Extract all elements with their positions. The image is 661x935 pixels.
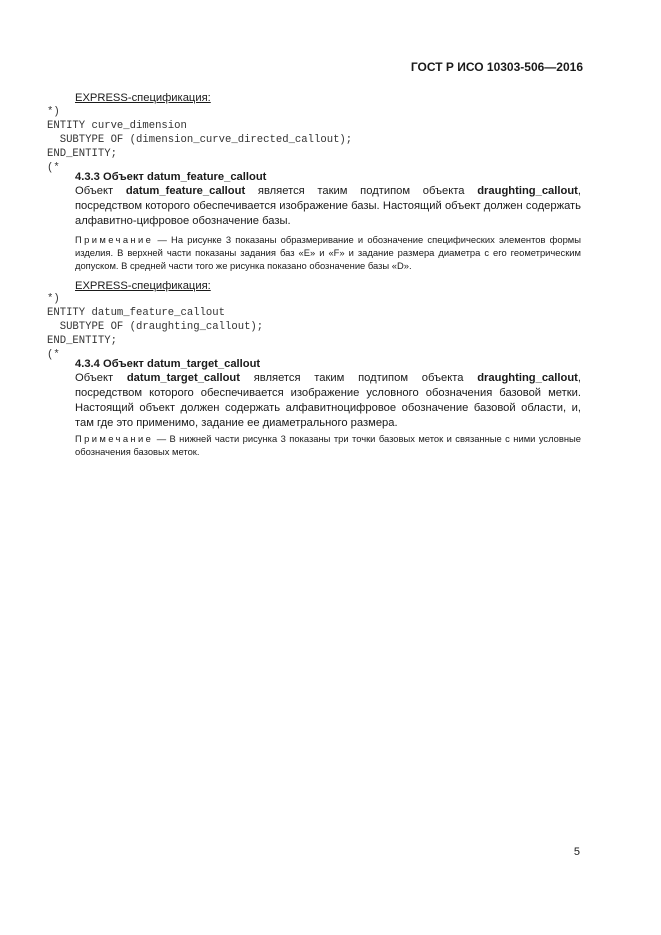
- code-line: ENTITY curve_dimension: [47, 120, 187, 132]
- note: Примечание — В нижней части рисунка 3 показаны три точки базовых меток и связанные с ними условные обозначения базовых меток.: [75, 433, 581, 457]
- section-heading: 4.3.4 Объект datum_target_callout: [75, 358, 261, 370]
- code-line: *): [47, 293, 60, 305]
- express-spec-label: EXPRESS-спецификация:: [75, 92, 211, 104]
- document-standard-number: ГОСТ Р ИСО 10303-506—2016: [410, 60, 583, 74]
- code-line: END_ENTITY;: [47, 335, 117, 347]
- code-line: SUBTYPE OF (draughting_callout);: [47, 321, 264, 333]
- section-paragraph: Объект datum_feature_callout является таким подтипом объекта draughting_callout, посредством которого обеспечивается изображение базы. Настоящий объект должен содержать алфавитно-цифровое обозначение базы.: [75, 185, 581, 227]
- code-line: *): [47, 106, 60, 118]
- code-block: [47, 292, 263, 362]
- code-line: SUBTYPE OF (dimension_curve_directed_callout);: [47, 134, 353, 146]
- page-number: 5: [573, 846, 580, 858]
- section-paragraph: Объект datum_target_callout является таким подтипом объекта draughting_callout, посредством которого обеспечивается изображение условного обозначения базовой метки. Настоящий объект должен содержать алфавитноцифровое обозначение базовой области, и, там где это применимо, задание ее диаметрального размера.: [75, 372, 581, 429]
- code-block: [47, 105, 352, 175]
- code-line: ENTITY datum_feature_callout: [47, 307, 226, 319]
- code-line: (*: [47, 349, 60, 361]
- express-spec-label: EXPRESS-спецификация:: [75, 280, 211, 292]
- code-line: END_ENTITY;: [47, 148, 117, 160]
- note: Примечание — На рисунке 3 показаны образмеривание и обозначение специфических элементов формы изделия. В верхней части показаны задания баз «E» и «F» и задание размера диаметра с его геометрическим допуском. В средней части того же рисунка показано обозначение базы «D».: [75, 234, 581, 271]
- code-line: (*: [47, 162, 60, 174]
- section-heading: 4.3.3 Объект datum_feature_callout: [75, 171, 267, 183]
